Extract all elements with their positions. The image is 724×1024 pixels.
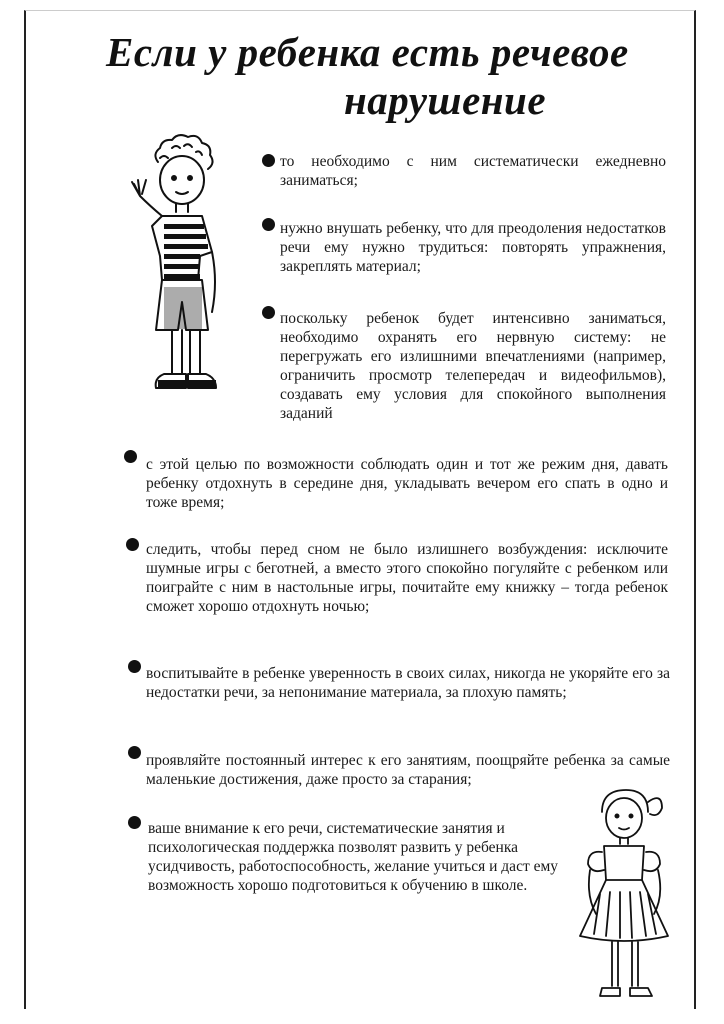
- bullet-icon: [126, 538, 139, 551]
- item-text: ваше внимание к его речи, систематические занятия и психологическая поддержка позволят развить у ребенка усидчивость, работоспособность, желание учиться и даст ему возможность хорошо подготовиться к обучению в школе.: [148, 820, 559, 894]
- bullet-icon: [262, 218, 275, 231]
- bullet-icon: [262, 306, 275, 319]
- bullet-icon: [128, 816, 141, 829]
- bullet-icon: [262, 154, 275, 167]
- bullet-icon: [128, 746, 141, 759]
- item-text: то необходимо с ним систематически ежедневно заниматься;: [280, 153, 666, 189]
- boy-illustration: [118, 132, 238, 407]
- item-text: воспитывайте в ребенке уверенность в своих силах, никогда не укоряйте его за недостатки речи, за непонимание материала, за плохую память;: [146, 665, 670, 701]
- item-text: проявляйте постоянный интерес к его занятиям, поощряйте ребенка за самые маленькие достижения, даже просто за старания;: [146, 752, 670, 788]
- item-text: нужно внушать ребенку, что для преодоления недостатков речи ему нужно трудиться: повторять упражнения, закреплять материал;: [280, 220, 666, 275]
- bullet-icon: [124, 450, 137, 463]
- bullet-icon: [128, 660, 141, 673]
- title-line-2: нарушение: [344, 77, 547, 123]
- item-text: следить, чтобы перед сном не было излишнего возбуждения: исключите шумные игры с беготней, а вместо этого спокойно погуляйте с ребенком или поиграйте с ним в настольные игры, почитайте ему книжку – тогда ребенок сможет хорошо отдохнуть ночью;: [146, 541, 668, 615]
- item-text: с этой целью по возможности соблюдать один и тот же режим дня, давать ребенку отдохнуть в середине дня, укладывать вечером его спать в одно и тоже время;: [146, 456, 668, 511]
- item-text: поскольку ребенок будет интенсивно заниматься, необходимо охранять его нервную систему: не перегружать его излишними впечатлениями (например, ограничить просмотр телепередач и видеофильмов), создавать ему условия для спокойного выполнения заданий: [280, 310, 666, 422]
- girl-illustration: [562, 782, 682, 1007]
- title-line-1: Если у ребенка есть речевое: [106, 29, 629, 75]
